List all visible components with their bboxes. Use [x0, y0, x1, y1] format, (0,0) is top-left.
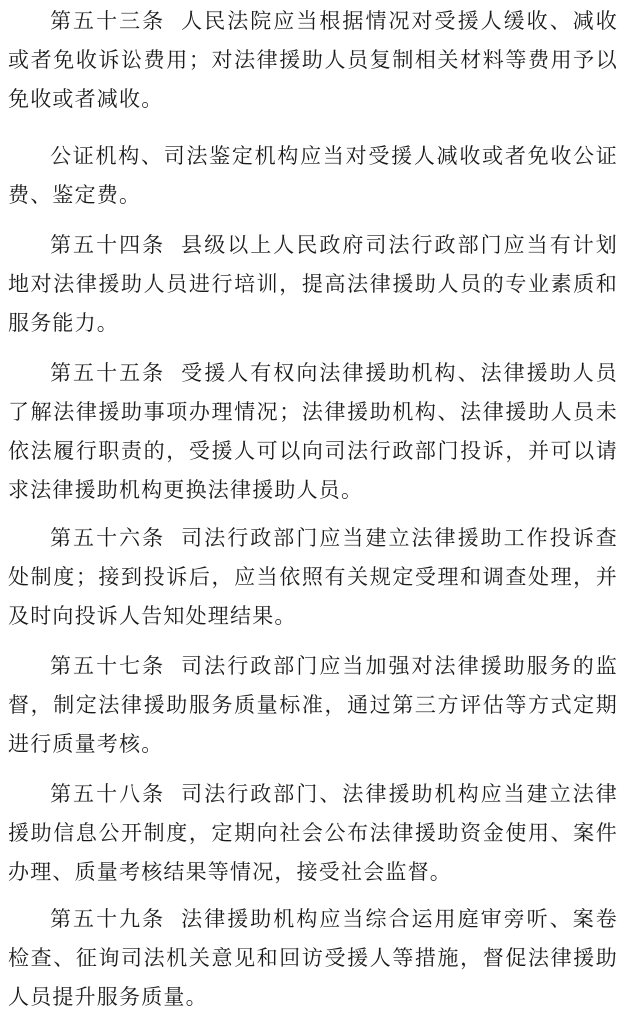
article-57: [8, 647, 618, 764]
article-text: 公证机构、司法鉴定机构应当对受援人减收或者免收公证费、鉴定费。: [8, 144, 618, 207]
article-text: 司法行政部门、法律援助机构应当建立法律援助信息公开制度，定期向社会公布法律援助资金使用、案件办理、质量考核结果等情况，接受社会监督。: [8, 782, 618, 884]
article-53: [8, 2, 618, 119]
article-number: 第五十四条: [50, 233, 166, 257]
article-text: 受援人有权向法律援助机构、法律援助人员了解法律援助事项办理情况；法律援助机构、法律援助人员未依法履行职责的，受援人可以向司法行政部门投诉，并可以请求法律援助机构更换法律援助人员。: [8, 361, 618, 502]
article-number: 第五十九条: [50, 907, 166, 931]
article-54: [8, 226, 618, 343]
article-text: 县级以上人民政府司法行政部门应当有计划地对法律援助人员进行培训，提高法律援助人员的专业素质和服务能力。: [8, 233, 618, 335]
article-text: 司法行政部门应当建立法律援助工作投诉查处制度；接到投诉后，应当依照有关规定受理和调查处理，并及时向投诉人告知处理结果。: [8, 526, 618, 628]
article-number: 第五十五条: [50, 361, 166, 385]
article-55: [8, 354, 618, 510]
article-number: 第五十三条: [50, 9, 166, 33]
article-59: [8, 900, 618, 1017]
article-text: 司法行政部门应当加强对法律援助服务的监督，制定法律援助服务质量标准，通过第三方评估等方式定期进行质量考核。: [8, 654, 618, 756]
article-number: 第五十八条: [50, 782, 166, 806]
article-number: 第五十六条: [50, 526, 166, 550]
article-53-paragraph-2: [8, 137, 618, 215]
article-number: 第五十七条: [50, 654, 166, 678]
article-text: 人民法院应当根据情况对受援人缓收、减收或者免收诉讼费用；对法律援助人员复制相关材料等费用予以免收或者减收。: [8, 9, 618, 111]
article-text: 法律援助机构应当综合运用庭审旁听、案卷检查、征询司法机关意见和回访受援人等措施，督促法律援助人员提升服务质量。: [8, 907, 618, 1009]
article-56: [8, 519, 618, 636]
article-58: [8, 775, 618, 892]
